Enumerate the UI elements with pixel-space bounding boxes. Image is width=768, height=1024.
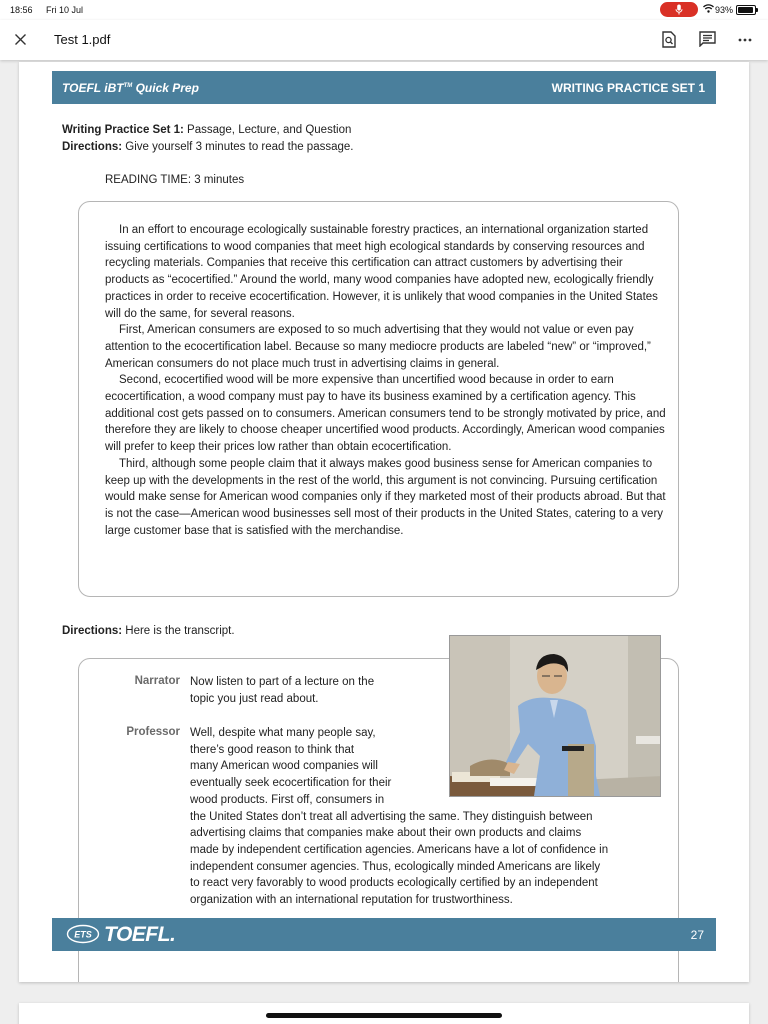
ets-logo-text: ETS bbox=[74, 929, 92, 940]
reading-passage bbox=[105, 222, 670, 539]
reading-passage-box bbox=[78, 201, 679, 597]
transcript-directions-text: Here is the transcript. bbox=[122, 625, 235, 637]
document-title: Test 1.pdf bbox=[54, 32, 111, 47]
comments-icon[interactable] bbox=[699, 31, 716, 47]
directions bbox=[62, 141, 353, 153]
narrator-line: Now listen to part of a lecture on the bbox=[190, 676, 375, 688]
professor-line: wood products. First off, consumers in bbox=[190, 793, 385, 806]
page-footer-band bbox=[52, 918, 716, 951]
professor-line: to react very favorably to wood products ecologically certified by an independent bbox=[190, 877, 598, 890]
narrator-label: Narrator bbox=[134, 675, 180, 687]
app-bar bbox=[0, 20, 768, 60]
pdf-page[interactable] bbox=[19, 62, 749, 982]
toefl-logo-mark: . bbox=[169, 923, 176, 946]
status-bar bbox=[0, 0, 768, 20]
more-options-icon[interactable] bbox=[738, 38, 752, 42]
toefl-logo bbox=[104, 923, 175, 947]
header-section: WRITING PRACTICE SET 1 bbox=[551, 81, 705, 95]
reading-time-value: 3 minutes bbox=[191, 174, 245, 186]
professor-line: advertising claims that companies make about their own products and claims bbox=[190, 827, 582, 840]
directions-text: Give yourself 3 minutes to read the passage. bbox=[122, 141, 354, 153]
reading-time bbox=[105, 174, 244, 186]
professor-illustration bbox=[450, 636, 661, 797]
wifi-icon bbox=[703, 4, 714, 13]
passage-paragraph: Second, ecocertified wood will be more expensive than uncertified wood because in order to earn ecocertification, a wood company must pay to have its business examined by a certification agency. This additional cost gets passed on to consumers. American consumers tend to be strongly motivated by price, and therefore they are likely to choose cheaper uncertified wood products. Accordingly, American wood companies will prefer to keep their prices low rather than obtain ecocertification. bbox=[105, 374, 666, 454]
professor-label: Professor bbox=[126, 726, 180, 738]
transcript-directions bbox=[62, 625, 235, 637]
professor-line: many American wood companies will bbox=[190, 760, 378, 773]
find-in-page-icon[interactable] bbox=[662, 31, 676, 48]
reading-time-label: READING TIME: bbox=[105, 174, 192, 186]
battery-percentage: 93% bbox=[715, 5, 734, 15]
passage-paragraph: First, American consumers are exposed to so much advertising that they would not value or even pay attention to the ecocertification label. Because so many mediocre products are labeled “new” or “improved,” American consumers do not place much trust in advertising claims in general. bbox=[105, 324, 651, 370]
professor-line: independent consumer agencies. Thus, ecologically minded Americans are likely bbox=[190, 860, 601, 873]
set-title-text: Passage, Lecture, and Question bbox=[183, 124, 352, 136]
header-title bbox=[62, 81, 199, 95]
set-title bbox=[62, 124, 351, 136]
directions-label: Directions: bbox=[62, 141, 123, 153]
close-icon[interactable] bbox=[14, 33, 27, 46]
ets-logo-icon bbox=[66, 924, 100, 944]
page-header-band bbox=[52, 71, 716, 104]
header-title-main: TOEFL iBT bbox=[62, 81, 124, 95]
narrator-text bbox=[190, 674, 440, 707]
professor-line: eventually seek ecocertification for their bbox=[190, 777, 392, 790]
transcript-directions-label: Directions: bbox=[62, 625, 123, 637]
professor-line: organization with an international reputation for trustworthiness. bbox=[190, 894, 513, 907]
passage-paragraph: In an effort to encourage ecologically sustainable forestry practices, an international organization started issuing certifications to wood companies that meet high ecological standards by conserving resources and recycling materials. Companies that receive this certification can attract customers by advertising their products as “ecocertified.” Around the world, many wood companies have adopted new, ecologically friendly practices in order to receive ecocertification. However, it is unlikely that wood companies in the United States will do the same, for several reasons. bbox=[105, 224, 658, 320]
professor-line: the United States don’t treat all advertising the same. They distinguish between bbox=[190, 810, 593, 823]
header-trademark: TM bbox=[123, 83, 133, 89]
header-title-suffix: Quick Prep bbox=[132, 81, 199, 95]
set-title-label: Writing Practice Set 1: bbox=[62, 124, 184, 136]
professor-line: made by independent certification agencies. Americans have a lot of confidence in bbox=[190, 843, 609, 856]
passage-paragraph: Third, although some people claim that it always makes good business sense for American companies to keep up with the developments in the rest of the world, this argument is not convincing. Pursuing certification would make sense for American wood companies only if they marketed most of their products abroad. But that is not the case—American wood businesses sell most of their products in the United States, catering to a very large customer base that is satisfied with the merchandise. bbox=[105, 457, 666, 537]
professor-line: there’s good reason to think that bbox=[190, 743, 355, 756]
status-date: Fri 10 Jul bbox=[46, 5, 84, 15]
professor-line: Well, despite what many people say, bbox=[190, 727, 376, 739]
home-indicator[interactable] bbox=[266, 1013, 502, 1018]
professor-photo bbox=[449, 635, 661, 797]
microphone-active-indicator[interactable] bbox=[660, 2, 698, 17]
toefl-logo-text: TOEFL bbox=[104, 923, 170, 946]
status-time: 18:56 bbox=[10, 5, 33, 15]
page-number: 27 bbox=[690, 928, 704, 942]
battery-icon bbox=[736, 5, 756, 15]
microphone-icon bbox=[675, 4, 683, 15]
narrator-line: topic you just read about. bbox=[190, 692, 319, 705]
